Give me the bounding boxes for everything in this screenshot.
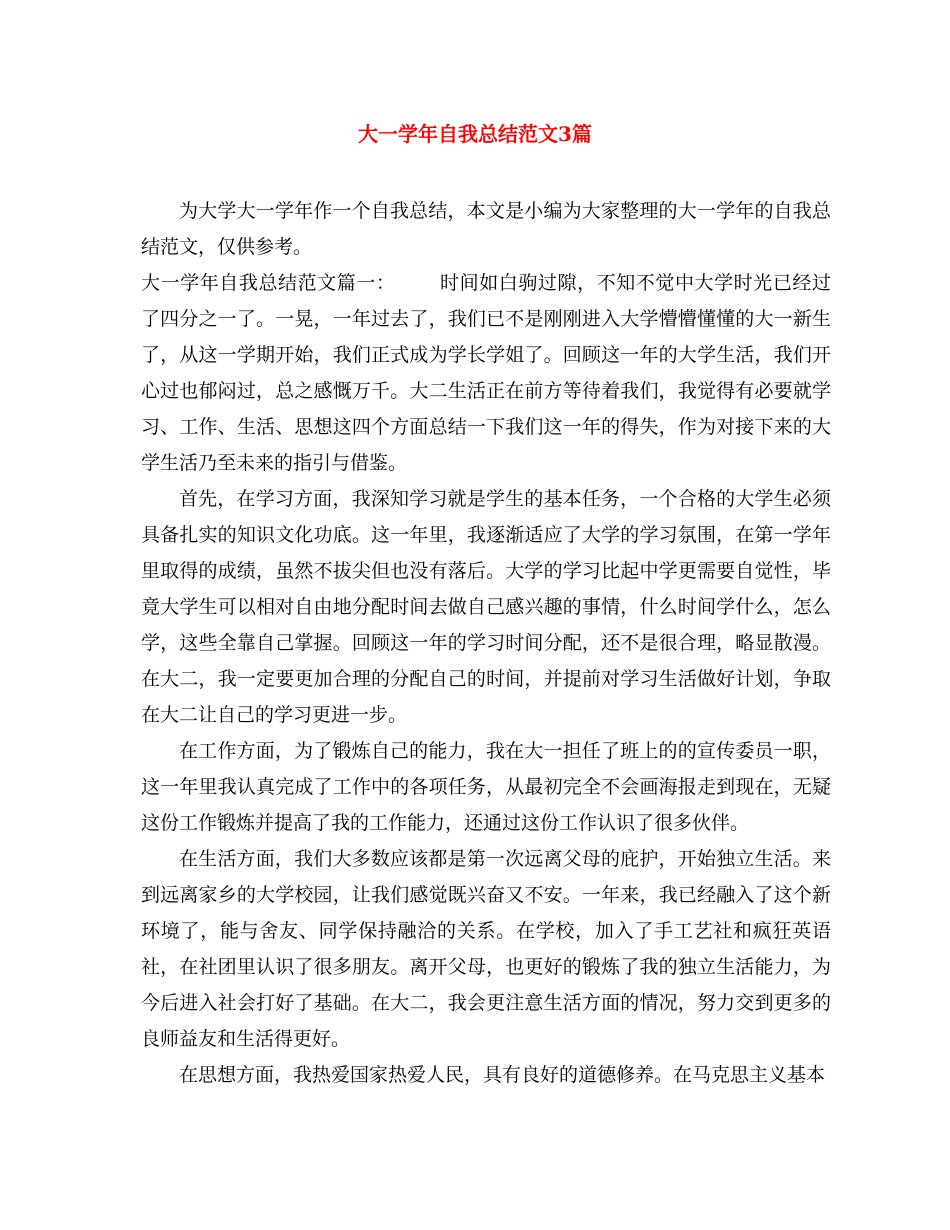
document-body: [141, 193, 831, 1093]
study-paragraph: 首先，在学习方面，我深知学习就是学生的基本任务，一个合格的大学生必须具备扎实的知识文化功底。这一年里，我逐渐适应了大学的学习氛围，在第一学年里取得的成绩，虽然不拔尖但也没有落后。大学的学习比起中学更需要自觉性，毕竟大学生可以相对自由地分配时间去做自己感兴趣的事情，什么时间学什么，怎么学，这些全靠自己掌握。回顾这一年的学习时间分配，还不是很合理，略显散漫。在大二，我一定要更加合理的分配自己的时间，并提前对学习生活做好计划，争取在大二让自己的学习更进一步。: [141, 488, 831, 726]
thought-paragraph: 在思想方面，我热爱国家热爱人民，具有良好的道德修养。在马克思主义基本: [179, 1064, 826, 1086]
work-paragraph: 在工作方面，为了锻炼自己的能力，我在大一担任了班上的的宣传委员一职，这一年里我认真完成了工作中的各项任务，从最初完全不会画海报走到现在，无疑这份工作锻炼并提高了我的工作能力，还通过这份工作认识了很多伙伴。: [141, 740, 831, 834]
section-1-first-text: 时间如白驹过隙，不知不觉中大学时光已经过了四分之一了。一晃，一年过去了，我们已不是刚刚进入大学懵懵懂懂的大一新生了，从这一学期开始，我们正式成为学长学姐了。回顾这一年的大学生活，我们开心过也郁闷过，总之感慨万千。大二生活正在前方等待着我们，我觉得有必要就学习、工作、生活、思想这四个方面总结一下我们这一年的得失，作为对接下来的大学生活乃至未来的指引与借鉴。: [141, 272, 831, 474]
section-1-heading: 大一学年自我总结范文篇一：: [141, 272, 396, 294]
intro-paragraph: 为大学大一学年作一个自我总结，本文是小编为大家整理的大一学年的自我总结范文，仅供参考。: [141, 200, 831, 258]
section-1-paragraph: [141, 265, 831, 481]
document-title: 大一学年自我总结范文3篇: [358, 122, 592, 146]
life-paragraph: 在生活方面，我们大多数应该都是第一次远离父母的庇护，开始独立生活。来到远离家乡的大学校园，让我们感觉既兴奋又不安。一年来，我已经融入了这个新环境了，能与舍友、同学保持融洽的关系。在学校，加入了手工艺社和疯狂英语社，在社团里认识了很多朋友。离开父母，也更好的锻炼了我的独立生活能力，为今后进入社会打好了基础。在大二，我会更注意生活方面的情况，努力交到更多的良师益友和生活得更好。: [141, 848, 831, 1050]
